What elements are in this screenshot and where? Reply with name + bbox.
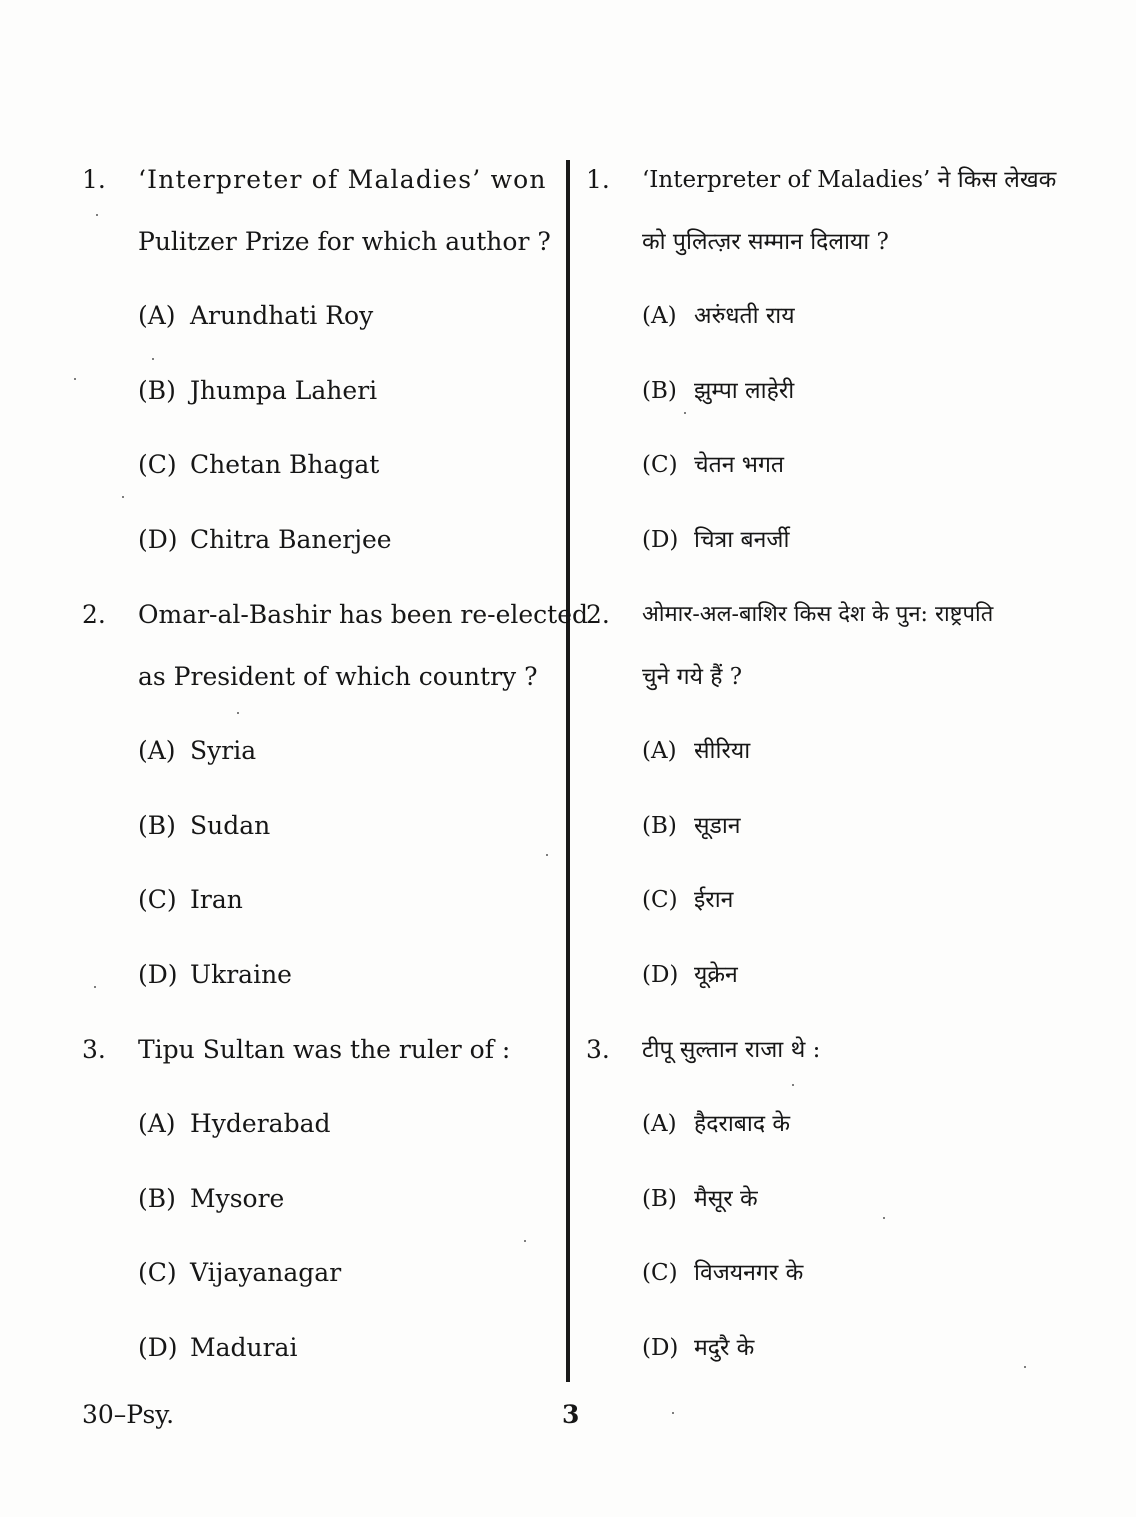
option-text: Mysore (190, 1184, 285, 1213)
question-1-number-en: 1. (82, 165, 106, 194)
question-2-number-en: 2. (82, 600, 106, 629)
column-divider (566, 160, 570, 1382)
question-2-text-en-line-1: Omar-al-Bashir has been re-elected (138, 600, 588, 629)
question-1-text-hi-line-1: ‘Interpreter of Maladies’ ने किस लेखक (642, 167, 1057, 193)
question-2-number-hi: 2. (586, 600, 610, 629)
question-3-text-en-line-1: Tipu Sultan was the ruler of : (138, 1035, 511, 1064)
option-text: अरुंधती राय (694, 303, 795, 329)
option-text: चित्रा बनर्जी (694, 527, 790, 553)
question-1-number-hi: 1. (586, 165, 610, 194)
option-text: Chitra Banerjee (190, 525, 392, 554)
option-text: Vijayanagar (190, 1258, 342, 1287)
option-label: (C) (138, 1258, 177, 1287)
scan-speck (672, 1412, 674, 1414)
option-label: (A) (642, 738, 677, 764)
question-3-option-d-hi (642, 1333, 754, 1363)
option-label: (C) (642, 452, 678, 478)
option-label: (C) (138, 450, 177, 479)
question-1-text-en-line-1: ‘Interpreter of Maladies’ won (138, 165, 547, 194)
option-label: (A) (138, 301, 176, 330)
scan-speck (152, 358, 154, 360)
option-text: मदुरै के (694, 1335, 755, 1361)
option-text: Madurai (190, 1333, 298, 1362)
scan-speck (96, 214, 98, 216)
option-label: (B) (138, 1184, 176, 1213)
option-label: (C) (642, 887, 678, 913)
option-label: (B) (642, 813, 677, 839)
option-label: (D) (138, 1333, 178, 1362)
option-label: (D) (138, 960, 178, 989)
question-3-option-b-hi (642, 1184, 758, 1214)
question-1-option-a-hi (642, 301, 795, 331)
question-3-option-a-en (138, 1109, 331, 1139)
option-label: (B) (138, 376, 176, 405)
option-text: Hyderabad (190, 1109, 331, 1138)
question-2-option-a-hi (642, 736, 750, 766)
option-text: सूडान (694, 813, 741, 839)
option-label: (A) (138, 1109, 176, 1138)
option-text: Chetan Bhagat (190, 450, 380, 479)
question-3-number-hi: 3. (586, 1035, 610, 1064)
option-text: Sudan (190, 811, 271, 840)
option-text: Syria (190, 736, 257, 765)
option-label: (A) (642, 1111, 677, 1137)
option-text: Arundhati Roy (190, 301, 374, 330)
option-text: झुम्पा लाहेरी (694, 378, 795, 404)
question-3-text-hi-line-1: टीपू सुल्तान राजा थे : (642, 1037, 821, 1063)
question-3-option-a-hi (642, 1109, 790, 1139)
question-2-option-c-hi (642, 885, 733, 915)
option-label: (D) (642, 962, 679, 988)
option-label: (B) (642, 378, 677, 404)
option-text: मैसूर के (694, 1186, 758, 1212)
option-text: यूक्रेन (694, 962, 738, 988)
question-2-option-b-hi (642, 811, 741, 841)
option-label: (B) (138, 811, 176, 840)
question-1-text-en-line-2: Pulitzer Prize for which author ? (138, 227, 551, 256)
question-2-option-c-en (138, 885, 243, 915)
question-1-option-c-en (138, 450, 379, 480)
option-text: ईरान (694, 887, 734, 913)
scan-speck (122, 496, 124, 498)
question-1-option-a-en (138, 301, 373, 331)
question-2-option-a-en (138, 736, 256, 766)
option-label: (D) (642, 1335, 679, 1361)
question-2-option-b-en (138, 811, 270, 841)
question-1-text-hi-line-2: को पुलित्ज़र सम्मान दिलाया ? (642, 229, 889, 255)
scan-speck (684, 412, 686, 414)
scan-speck (792, 1084, 794, 1086)
scan-speck (74, 378, 76, 380)
question-2-option-d-hi (642, 960, 738, 990)
option-label: (A) (642, 303, 677, 329)
question-3-option-d-en (138, 1333, 297, 1363)
question-2-text-hi-line-1: ओमार-अल-बाशिर किस देश के पुन: राष्ट्रपति (642, 602, 994, 627)
option-text: चेतन भगत (694, 452, 785, 478)
question-1-option-d-en (138, 525, 392, 555)
option-label: (C) (138, 885, 177, 914)
scan-speck (237, 712, 239, 714)
page-number: 3 (562, 1400, 580, 1429)
option-label: (D) (138, 525, 178, 554)
option-text: सीरिया (694, 738, 751, 764)
question-1-option-c-hi (642, 450, 784, 480)
scan-speck (524, 1240, 526, 1242)
scan-speck (1024, 1366, 1026, 1368)
option-text: Ukraine (190, 960, 292, 989)
scan-speck (546, 854, 548, 856)
question-3-option-c-hi (642, 1258, 803, 1288)
option-label: (A) (138, 736, 176, 765)
question-3-option-b-en (138, 1184, 284, 1214)
question-1-option-b-en (138, 376, 377, 406)
option-text: Jhumpa Laheri (190, 376, 378, 405)
scan-speck (883, 1217, 885, 1219)
option-label: (B) (642, 1186, 677, 1212)
question-2-option-d-en (138, 960, 292, 990)
question-3-option-c-en (138, 1258, 341, 1288)
option-text: Iran (190, 885, 243, 914)
option-text: हैदराबाद के (694, 1111, 791, 1137)
option-label: (C) (642, 1260, 678, 1286)
question-2-text-en-line-2: as President of which country ? (138, 662, 538, 691)
paper-code: 30–Psy. (82, 1400, 175, 1429)
option-label: (D) (642, 527, 679, 553)
question-3-number-en: 3. (82, 1035, 106, 1064)
question-1-option-b-hi (642, 376, 794, 406)
scan-speck (94, 986, 96, 988)
question-1-option-d-hi (642, 525, 789, 555)
option-text: विजयनगर के (694, 1260, 804, 1286)
question-2-text-hi-line-2: चुने गये हैं ? (642, 664, 743, 690)
